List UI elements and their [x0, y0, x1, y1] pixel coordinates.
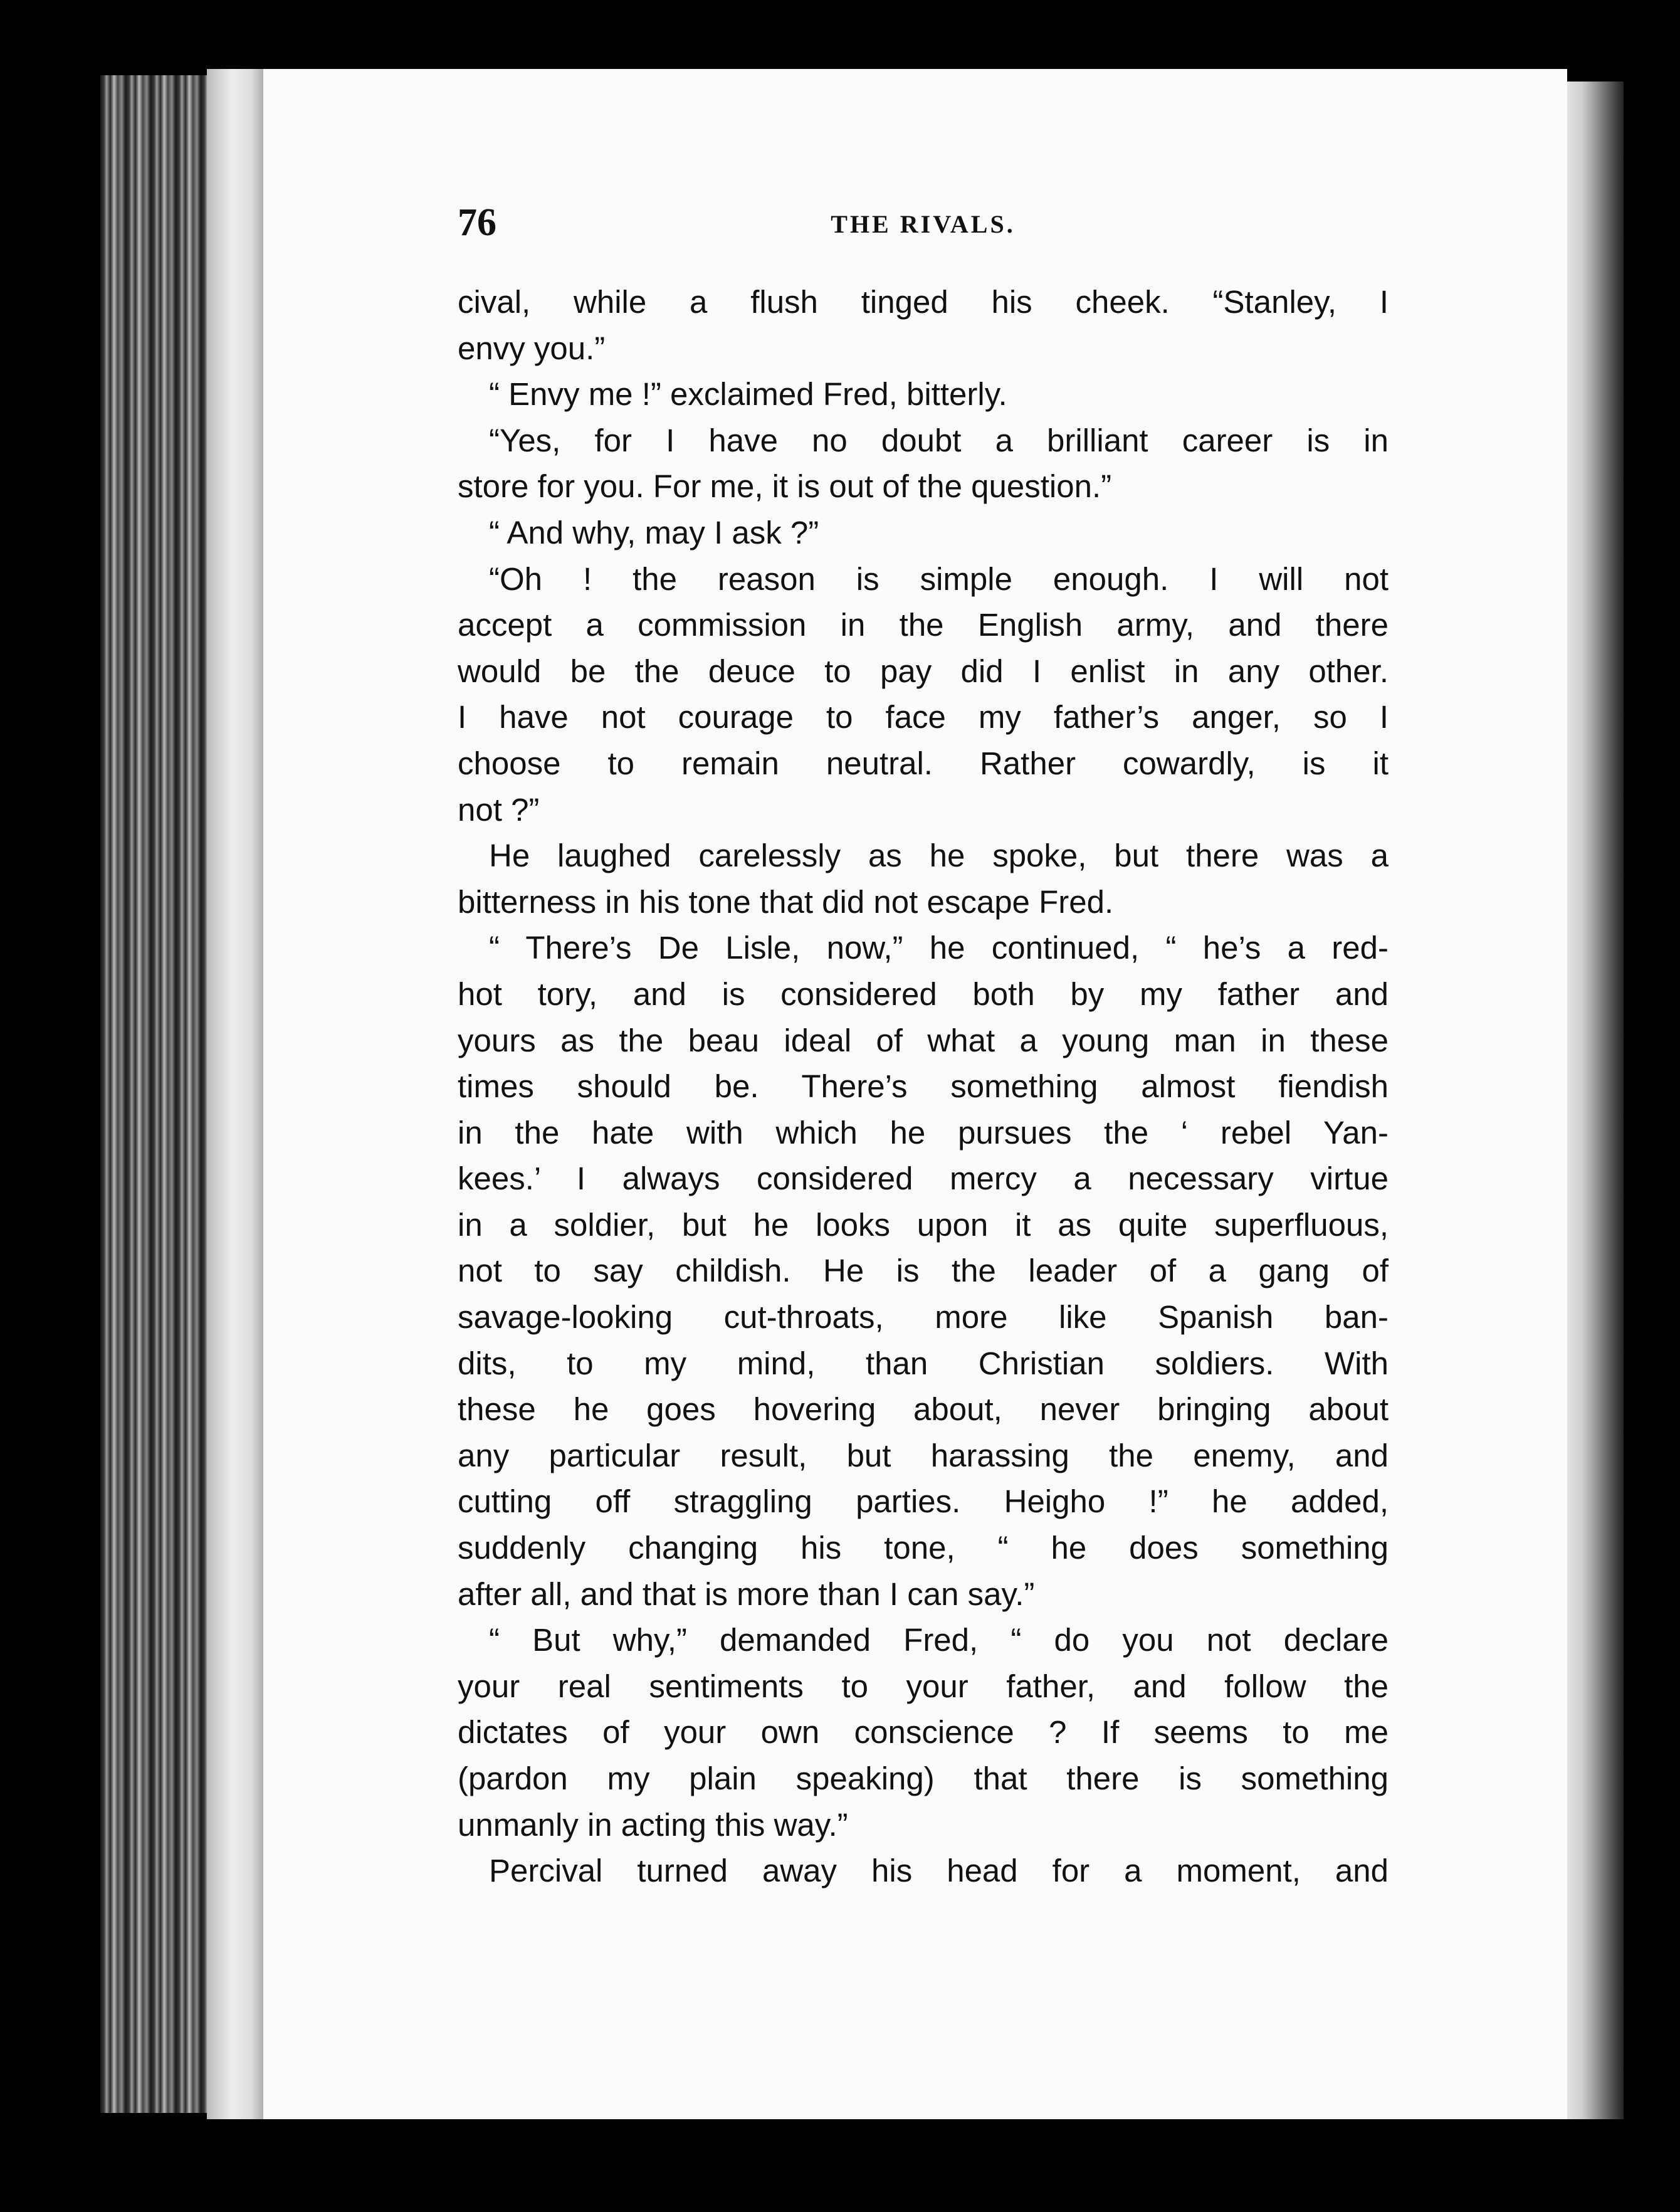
text-line: hot tory, and is considered both by my father and [458, 976, 1389, 1012]
text-line: not to say childish. He is the leader of a gang of [458, 1253, 1389, 1289]
text-line: kees.’ I always considered mercy a necessary virtue [458, 1161, 1389, 1197]
text-line: savage-looking cut-throats, more like Spanish ban- [458, 1299, 1389, 1335]
text-line: cival, while a flush tinged his cheek. “Stanley, I [458, 284, 1389, 320]
text-line: choose to remain neutral. Rather cowardly, is it [458, 745, 1389, 781]
text-line: “ There’s De Lisle, now,” he continued, “ he’s a red- [489, 930, 1389, 966]
text-line: Percival turned away his head for a moment, and [489, 1853, 1389, 1889]
text-line: “ And why, may I ask ?” [489, 514, 819, 550]
text-line: envy you.” [458, 330, 606, 366]
text-line: would be the deuce to pay did I enlist in any other. [458, 653, 1389, 689]
text-line: store for you. For me, it is out of the question.” [458, 468, 1112, 505]
text-line: any particular result, but harassing the enemy, and [458, 1437, 1389, 1473]
text-line: He laughed carelessly as he spoke, but there was a [489, 838, 1389, 874]
text-line: “Oh ! the reason is simple enough. I will not [489, 561, 1389, 597]
text-line: yours as the beau ideal of what a young man in these [458, 1022, 1389, 1058]
text-line: suddenly changing his tone, “ he does something [458, 1530, 1389, 1566]
page-header [458, 201, 1389, 276]
text-line: dictates of your own conscience ? If seems to me [458, 1714, 1389, 1751]
text-line: in a soldier, but he looks upon it as quite superfluous, [458, 1206, 1389, 1243]
running-title: THE RIVALS. [831, 210, 1016, 238]
text-line: accept a commission in the English army, and there [458, 607, 1389, 643]
text-line: times should be. There’s something almost fiendish [458, 1068, 1389, 1105]
text-line: after all, and that is more than I can say.” [458, 1576, 1035, 1612]
text-line: these he goes hovering about, never bringing about [458, 1391, 1389, 1428]
text-line: I have not courage to face my father’s anger, so I [458, 699, 1389, 735]
text-line: “Yes, for I have no doubt a brilliant career is in [489, 422, 1389, 458]
text-line: “ Envy me !” exclaimed Fred, bitterly. [489, 376, 1007, 413]
text-line: your real sentiments to your father, and follow the [458, 1668, 1389, 1704]
body-text [458, 279, 1389, 1894]
text-line: cutting off straggling parties. Heigho !” he added, [458, 1483, 1389, 1520]
text-line: bitterness in his tone that did not escape Fred. [458, 883, 1114, 920]
page-edges-highlight [207, 69, 270, 2119]
page-number: 76 [458, 201, 496, 244]
text-line: not ?” [458, 791, 540, 828]
text-line: (pardon my plain speaking) that there is something [458, 1761, 1389, 1796]
text-line: unmanly in acting this way.” [458, 1806, 848, 1843]
text-line: dits, to my mind, than Christian soldiers. With [458, 1345, 1389, 1381]
text-line: in the hate with which he pursues the ‘ rebel Yan- [458, 1114, 1389, 1151]
text-line: “ But why,” demanded Fred, “ do you not declare [489, 1622, 1389, 1658]
